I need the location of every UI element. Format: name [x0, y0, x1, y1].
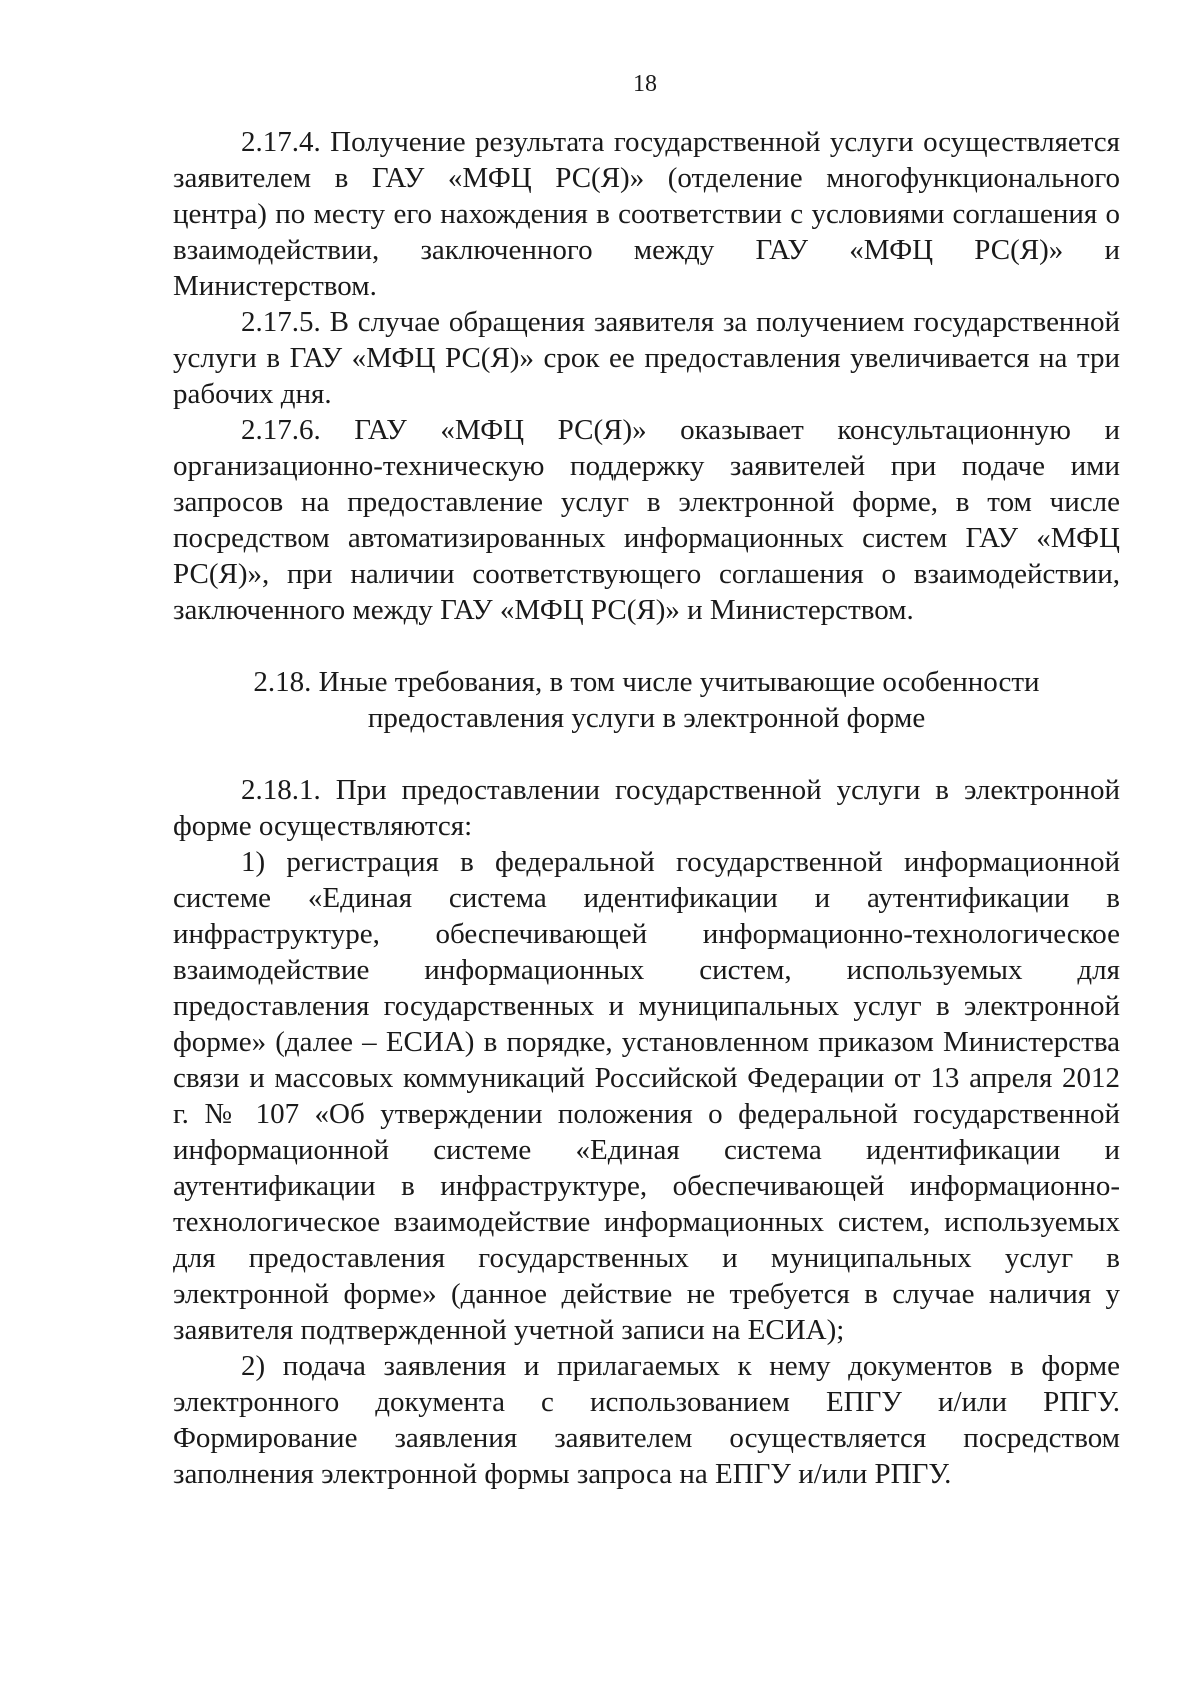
section-heading-line-2: предоставления услуги в электронной форме [367, 702, 926, 734]
paragraph-2-17-6: 2.17.6. ГАУ «МФЦ РС(Я)» оказывает консультационную и организационно-техническую поддержку заявителей при подаче ими запросов на предоставление услуг в электронной форме, в том числе посредством автоматизированных информационных систем ГАУ «МФЦ РС(Я)», при наличии соответствующего соглашения о взаимодействии, заключенного между ГАУ «МФЦ РС(Я)» и Министерством. [173, 414, 1120, 626]
paragraph-2-18-1: 2.18.1. При предоставлении государственной услуги в электронной форме осуществляются: [173, 774, 1120, 842]
page-number: 18 [633, 71, 657, 97]
document-body [173, 124, 1120, 1492]
list-item-2: 2) подача заявления и прилагаемых к нему документов в форме электронного документа с использованием ЕПГУ и/или РПГУ. Формирование заявления заявителем осуществляется посредством заполнения электронной формы запроса на ЕПГУ и/или РПГУ. [173, 1350, 1120, 1490]
list-item-1: 1) регистрация в федеральной государственной информационной системе «Единая система идентификации и аутентификации в инфраструктуре, обеспечивающей информационно-технологическое взаимодействие информационных систем, используемых для предоставления государственных и муниципальных услуг в электронной форме» (далее – ЕСИА) в порядке, установленном приказом Министерства связи и массовых коммуникаций Российской Федерации от 13 апреля 2012 г. № 107 «Об утверждении положения о федеральной государственной информационной системе «Единая система идентификации и аутентификации в инфраструктуре, обеспечивающей информационно-технологическое взаимодействие информационных систем, используемых для предоставления государственных и муниципальных услуг в электронной форме» (данное действие не требуется в случае наличия у заявителя подтвержденной учетной записи на ЕСИА); [173, 846, 1120, 1346]
paragraph-2-17-4: 2.17.4. Получение результата государственной услуги осуществляется заявителем в ГАУ «МФЦ РС(Я)» (отделение многофункционального центра) по месту его нахождения в соответствии с условиями соглашения о взаимодействии, заключенного между ГАУ «МФЦ РС(Я)» и Министерством. [173, 126, 1120, 302]
paragraph-2-17-5: 2.17.5. В случае обращения заявителя за получением государственной услуги в ГАУ «МФЦ РС(Я)» срок ее предоставления увеличивается на три рабочих дня. [173, 306, 1120, 410]
section-heading-line-1: 2.18. Иные требования, в том числе учитывающие особенности [253, 666, 1040, 698]
section-heading-2-18 [173, 664, 1120, 736]
